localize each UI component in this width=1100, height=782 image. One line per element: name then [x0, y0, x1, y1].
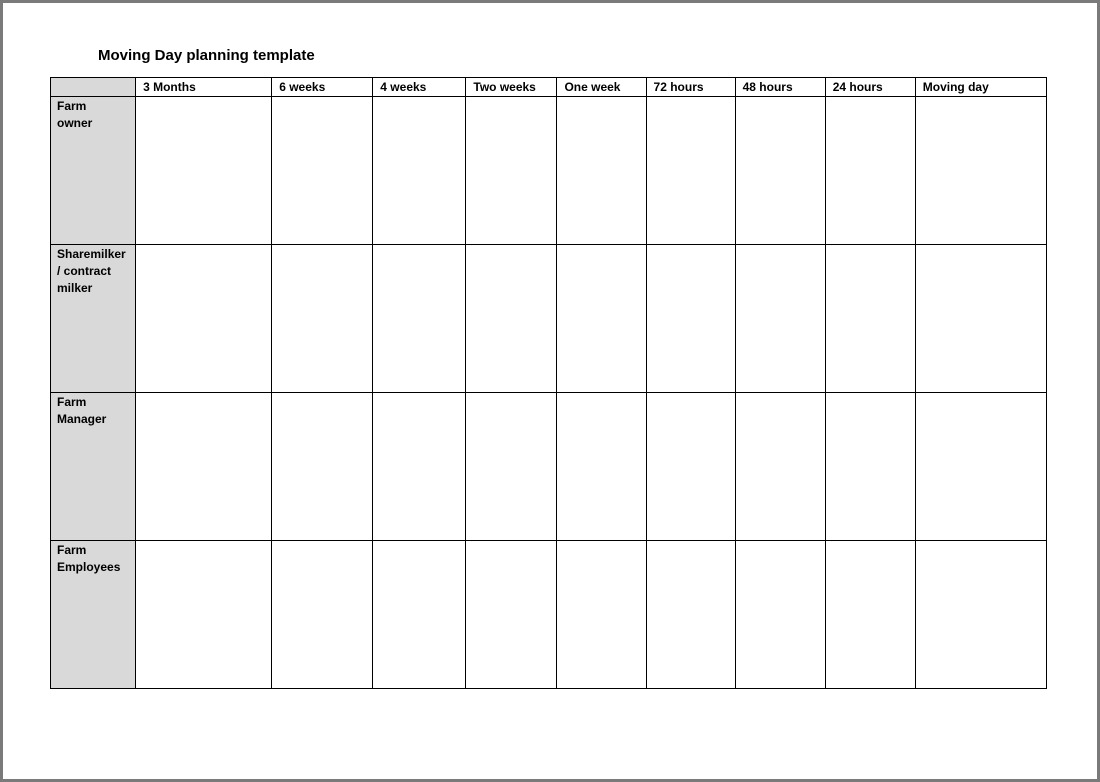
table-cell: [735, 97, 825, 245]
table-cell: [272, 393, 373, 541]
column-header: 6 weeks: [272, 78, 373, 97]
table-cell: [735, 393, 825, 541]
table-cell: [136, 541, 272, 689]
row-header: [51, 245, 136, 393]
row-header: [51, 393, 136, 541]
table-cell: [825, 541, 915, 689]
table-cell: [272, 97, 373, 245]
column-header: One week: [557, 78, 646, 97]
document-title: Moving Day planning template: [98, 47, 315, 64]
column-header: 24 hours: [825, 78, 915, 97]
table-cell: [915, 245, 1046, 393]
table-cell: [646, 245, 735, 393]
row-header-label: Farm Employees: [57, 543, 121, 574]
table-cell: [825, 393, 915, 541]
table-cell: [825, 245, 915, 393]
table-cell: [373, 245, 466, 393]
table-cell: [557, 393, 646, 541]
column-header: 4 weeks: [373, 78, 466, 97]
planning-table: [50, 77, 1047, 689]
table-cell: [136, 393, 272, 541]
table-cell: [915, 97, 1046, 245]
column-header: Moving day: [915, 78, 1046, 97]
table-cell: [136, 97, 272, 245]
row-header-label: Farm Manager: [57, 395, 107, 426]
table-cell: [466, 541, 557, 689]
row-header-label: Farm owner: [57, 99, 93, 130]
table-cell: [825, 97, 915, 245]
table-cell: [373, 541, 466, 689]
table-cell: [915, 393, 1046, 541]
column-header: 3 Months: [136, 78, 272, 97]
table-cell: [735, 541, 825, 689]
column-header: 48 hours: [735, 78, 825, 97]
table-cell: [466, 393, 557, 541]
table-cell: [272, 541, 373, 689]
row-header: [51, 97, 136, 245]
table-cell: [557, 245, 646, 393]
table-cell: [136, 245, 272, 393]
table-cell: [915, 541, 1046, 689]
table-cell: [646, 541, 735, 689]
table-cell: [373, 97, 466, 245]
table-cell: [557, 97, 646, 245]
table-cell: [557, 541, 646, 689]
table-row: [51, 245, 1047, 393]
table-row: [51, 393, 1047, 541]
table-row: [51, 541, 1047, 689]
table-cell: [646, 97, 735, 245]
column-header: Two weeks: [466, 78, 557, 97]
table-cell: [466, 97, 557, 245]
table-row: [51, 97, 1047, 245]
header-row: [51, 78, 1047, 97]
table-cell: [646, 393, 735, 541]
table-cell: [735, 245, 825, 393]
corner-cell: [51, 78, 136, 97]
row-header-label: Sharemilker / contract milker: [57, 247, 126, 295]
table-cell: [466, 245, 557, 393]
table-cell: [373, 393, 466, 541]
row-header: [51, 541, 136, 689]
table-cell: [272, 245, 373, 393]
column-header: 72 hours: [646, 78, 735, 97]
